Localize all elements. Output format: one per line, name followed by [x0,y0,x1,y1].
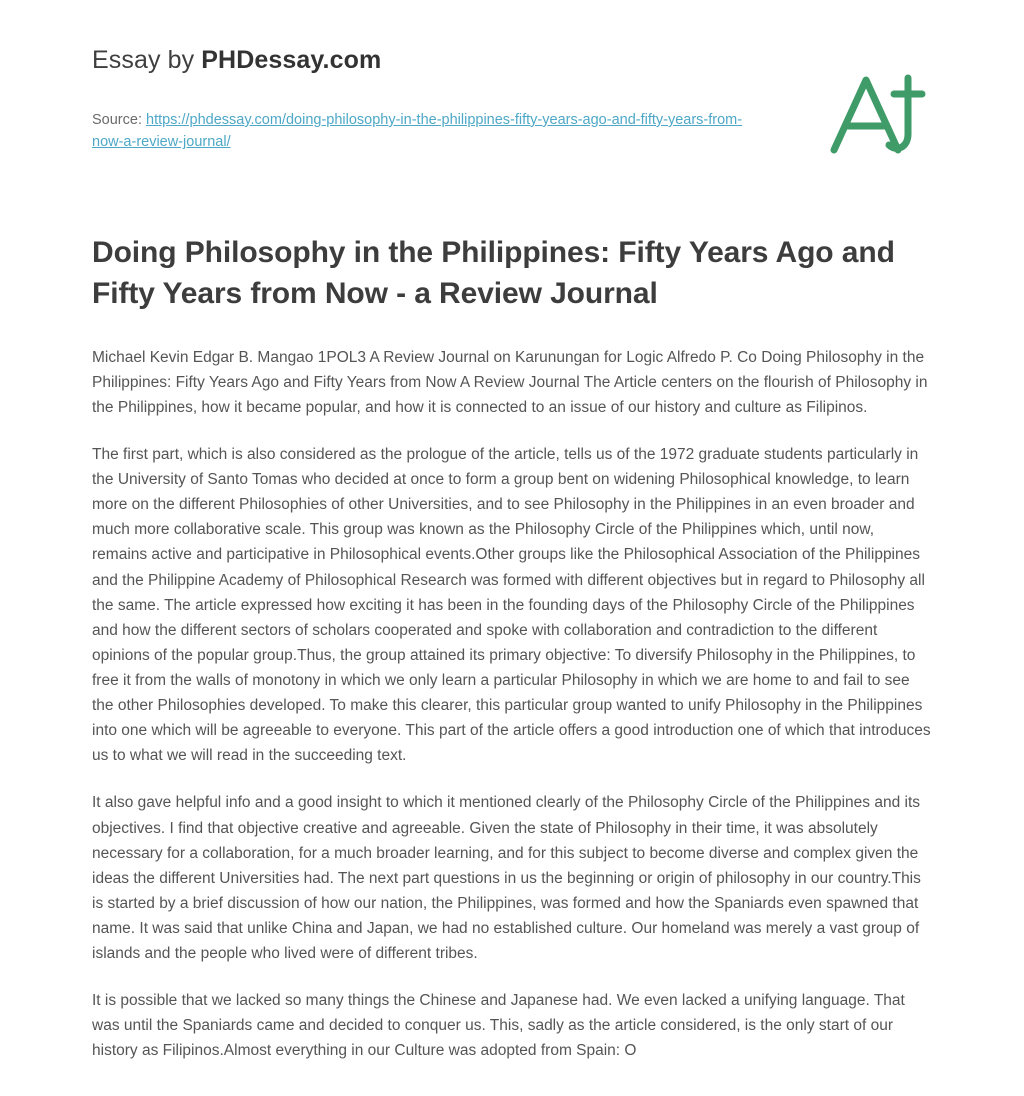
source-label: Source: [92,112,146,128]
article-paragraph: The first part, which is also considered as the prologue of the article, tells us of the 1972 graduate students particularly in the University of Santo Tomas who decided at once to form a group bent on widening Philosophical knowledge, to learn more on the different Philosophies of other Universities, and to see Philosophy in the Philippines in an even broader and much more collaborative scale. This group was known as the Philosophy Circle of the Philippines which, until now, remains active and participative in Philosophical events.Other groups like the Philosophical Association of the Philippines and the Philippine Academy of Philosophical Research was formed with different objectives but in regard to Philosophy all the same. The article expressed how exciting it has been in the founding days of the Philosophy Circle of the Philippines and how the different sectors of scholars cooperated and spoke with collaboration and contradiction to the different opinions of the popular group.Thus, the group attained its primary objective: To diversify Philosophy in the Philippines, to free it from the walls of monotony in which we only learn a particular Philosophy in which we are home to and fail to see the other Philosophies developed. To make this clearer, this particular group wanted to unify Philosophy in the Philippines into one which will be agreeable to everyone. This part of the article offers a good introduction one of which that introduces us to what we will read in the succeeding text. [92,446,931,765]
site-masthead [92,46,932,75]
phdessay-a-monogram-logo [822,68,932,160]
masthead-brand: PHDessay.com [201,46,382,74]
article-paragraph: Michael Kevin Edgar B. Mangao 1POL3 A Review Journal on Karunungan for Logic Alfredo P. Co Doing Philosophy in the Philippines: Fifty Years Ago and Fifty Years from Now A Review Journal The Article centers on the flourish of Philosophy in the Philippines, how it became popular, and how it is connected to an issue of our history and culture as Filipinos. [92,348,928,416]
masthead-prefix: Essay by [92,46,202,74]
article-paragraph: It is possible that we lacked so many things the Chinese and Japanese had. We even lacked a unifying language. That was until the Spaniards came and decided to conquer us. This, sadly as the article considered, is the only start of our history as Filipinos.Almost everything in our Culture was adopted from Spain: O [92,992,905,1060]
page-title: Doing Philosophy in the Philippines: Fifty Years Ago and Fifty Years from Now - a Review Journal [92,235,895,311]
source-url-link[interactable]: https://phdessay.com/doing-philosophy-in-the-philippines-fifty-years-ago-and-fifty-years-from-now-a-review-journal/ [92,112,743,151]
article-paragraph: It also gave helpful info and a good insight to which it mentioned clearly of the Philosophy Circle of the Philippines and its objectives. I find that objective creative and agreeable. Given the state of Philosophy in their time, it was absolutely necessary for a collaboration, for a much broader learning, and for this subject to become diverse and complex given the ideas the different Universities had. The next part questions in us the beginning or origin of philosophy in our country.This is started by a brief discussion of how our nation, the Philippines, was formed and how the Spaniards even spawned that name. It was said that unlike China and Japan, we had no established culture. Our homeland was merely a vast group of islands and the people who lived were of different tribes. [92,794,921,963]
source-line [92,109,752,154]
article-body [92,345,932,1064]
